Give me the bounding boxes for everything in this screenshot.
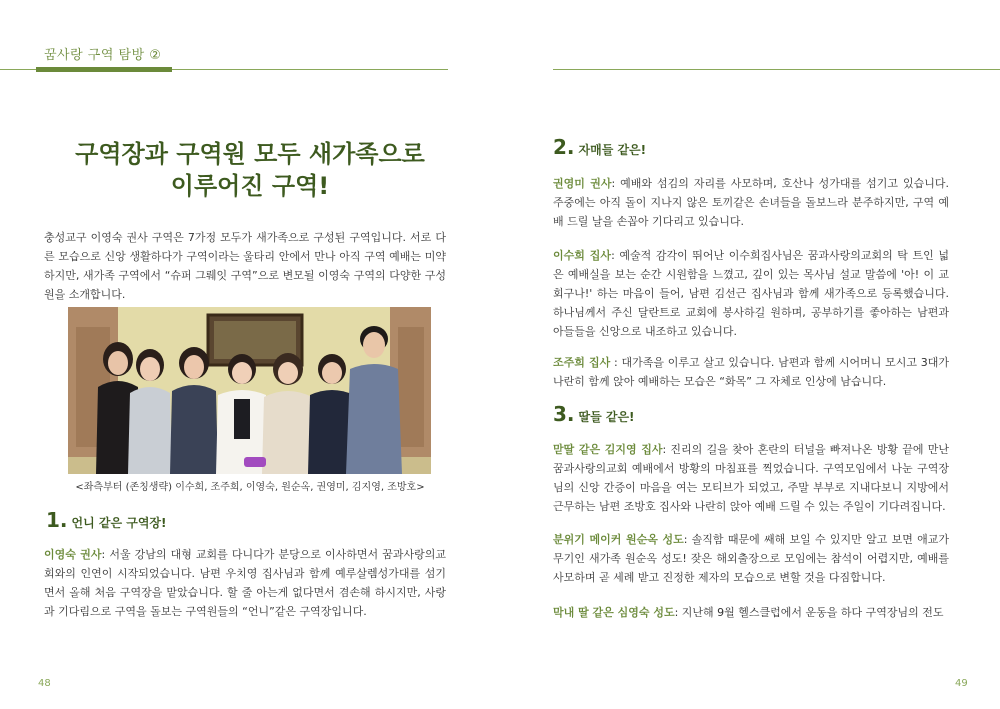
section-number: 2. xyxy=(553,135,575,159)
member-description: : 대가족을 이루고 살고 있습니다. 남편과 함께 시어머니 모시고 3대가 나란히 함께 앉아 예배하는 모습은 “화목” 그 자체로 인상에 남습니다. xyxy=(553,356,949,388)
member-description: : 서울 강남의 대형 교회를 다니다가 분당으로 이사하면서 꿈과사랑의교회와의 인연이 시작되었습니다. 남편 우치영 집사님과 함께 예루살렘성가대를 섬기면서 올해 처음 구역장을 맡았습니다. 할 줄 아는게 없다면서 겸손해 하시지만, 사랑과 기다림으로 구역을 돌보는 구역원들의 “언니”같은 구역장입니다. xyxy=(44,548,446,618)
member-paragraph xyxy=(553,353,949,391)
section-2-heading xyxy=(553,135,646,159)
member-description: : 지난해 9월 헬스클럽에서 운동을 하다 구역장님의 전도 xyxy=(674,606,944,619)
member-name: 맏딸 같은 김지영 집사 xyxy=(553,443,663,456)
photo-caption: <좌측부터 (존칭생략) 이수희, 조주희, 이영숙, 원순옥, 권영미, 김지영, 조방호> xyxy=(75,482,425,493)
section-title: 자매들 같은! xyxy=(578,143,647,157)
member-name: 분위기 메이커 원순옥 성도 xyxy=(553,533,684,546)
section-number: 3. xyxy=(553,402,575,426)
running-header: 꿈사랑 구역 탐방 ② xyxy=(44,48,162,63)
section-3-heading xyxy=(553,402,635,426)
member-name: 이영숙 권사 xyxy=(44,548,102,561)
member-paragraph xyxy=(553,246,949,341)
group-photo xyxy=(68,307,431,474)
intro-paragraph: 충성교구 이영숙 권사 구역은 7가정 모두가 새가족으로 구성된 구역입니다. 서로 다른 모습으로 신앙 생활하다가 구역이라는 울타리 안에서 만나 아직 구역 예배는 미약하지만, 새가족 구역에서 “슈퍼 그뤠잇 구역”으로 변모될 이영숙 구역의 다양한 구성원을 소개합니다. xyxy=(44,231,446,301)
section-number: 1. xyxy=(46,508,68,532)
member-name: 막내 딸 같은 심영숙 성도 xyxy=(553,606,675,619)
page-number: 49 xyxy=(955,678,968,689)
member-description: : 예배와 섬김의 자리를 사모하며, 호산나 성가대를 섬기고 있습니다. 주중에는 아직 돌이 지나지 않은 토끼같은 손녀들을 돌보느라 분주하지만, 구역 예배 드릴 날을 손꼽아 기다리고 있습니다. xyxy=(553,177,949,228)
member-paragraph xyxy=(553,530,949,587)
section-1-heading xyxy=(46,508,167,532)
header-accent-bar xyxy=(36,67,172,72)
section-title: 딸들 같은! xyxy=(578,410,635,424)
member-paragraph xyxy=(553,603,949,622)
member-description: : 진리의 길을 찾아 혼란의 터널을 빠져나온 방황 끝에 만난 꿈과사랑의교회 예배에서 방황의 마침표를 찍었습니다. 구역모임에서 나눈 구역장님의 신앙 간증이 마음을 여는 모티브가 되었고, 주말 부부로 지내다보니 지방에서 근무하는 남편 조방호 집사와 나란히 앉아 예배 드릴 수 있는 주일이 기다려집니다. xyxy=(553,443,949,513)
member-description: : 예술적 감각이 뛰어난 이수희집사님은 꿈과사랑의교회의 탁 트인 넓은 예배실을 보는 순간 시원함을 느꼈고, 깊이 있는 목사님 설교 말씀에 '아! 이 교회구나!' 하는 마음이 들어, 남편 김선근 집사님과 함께 새가족으로 등록했습니다. 하나님께서 주신 달란트로 교회에 봉사하길 원하며, 공부하기를 좋아하는 남편과 아들들을 신앙으로 내조하고 있습니다. xyxy=(553,249,949,338)
member-name: 권영미 권사 xyxy=(553,177,612,190)
article-title xyxy=(30,138,470,202)
member-paragraph xyxy=(553,174,949,231)
header-rule xyxy=(553,69,1000,70)
member-name: 조주희 집사 xyxy=(553,356,611,369)
section-title: 언니 같은 구역장! xyxy=(71,516,167,530)
member-name: 이수희 집사 xyxy=(553,249,612,262)
article-title-line2: 이루어진 구역! xyxy=(170,172,330,200)
page-number: 48 xyxy=(38,678,51,689)
article-title-line1: 구역장과 구역원 모두 새가족으로 xyxy=(75,140,425,168)
member-description: : 솔직함 때문에 쌔해 보일 수 있지만 알고 보면 애교가 무기인 새가족 원순옥 성도! 잦은 해외출장으로 모임에는 참석이 어렵지만, 예배를 사모하며 곧 세례 받고 진정한 제자의 모습으로 변할 것을 다짐합니다. xyxy=(553,533,949,584)
member-paragraph xyxy=(553,440,949,516)
member-paragraph xyxy=(44,545,446,621)
right-page xyxy=(500,0,1000,709)
